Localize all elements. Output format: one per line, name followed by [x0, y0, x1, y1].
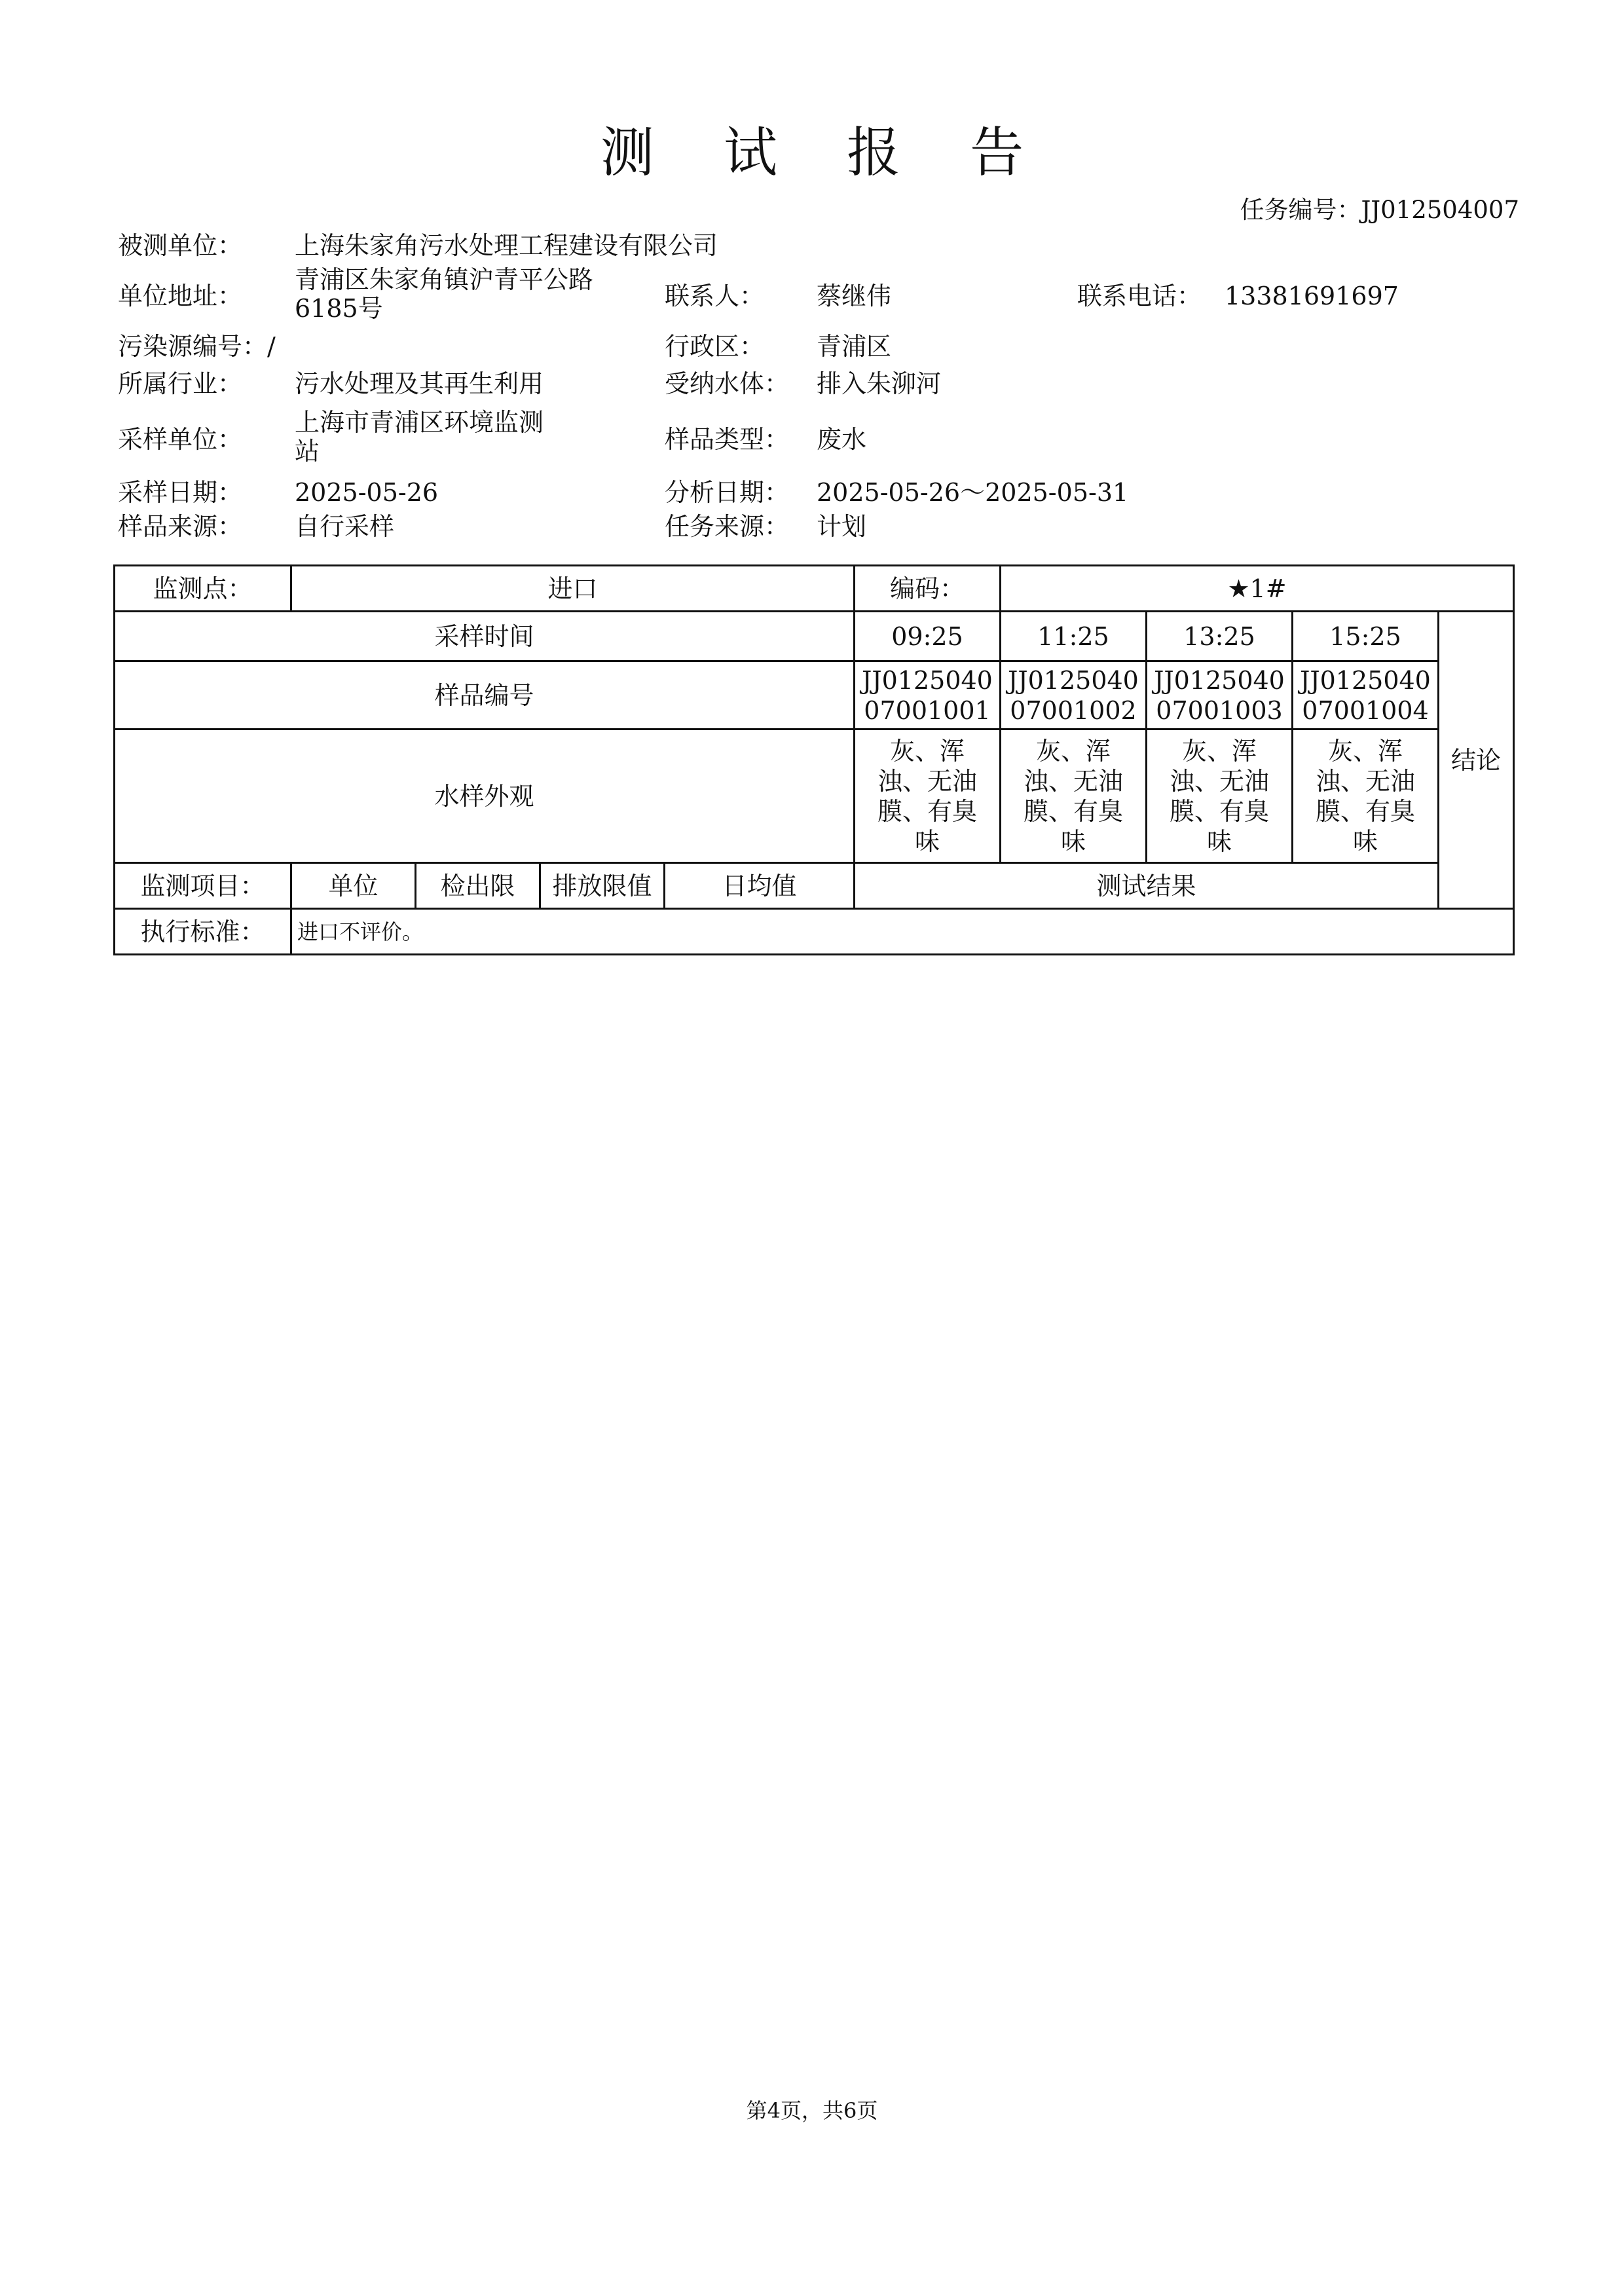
- results-table: [113, 564, 1513, 955]
- code: ★1#: [1001, 566, 1514, 612]
- appearance-row: [115, 730, 1514, 863]
- address-label: 单位地址：: [118, 282, 243, 310]
- sampling-date: 2025-05-26: [295, 478, 439, 507]
- tested-unit: 上海朱家角污水处理工程建设有限公司: [295, 231, 718, 260]
- receiving-water-label: 受纳水体：: [665, 369, 790, 398]
- sampling-date-label: 采样日期：: [118, 478, 243, 507]
- phone: 13381691697: [1225, 282, 1399, 310]
- appearance-label: 水样外观: [115, 730, 855, 863]
- report-title: 测 试 报 告: [600, 122, 1050, 184]
- contact-label: 联系人：: [665, 282, 765, 310]
- sampling-time: 13:25: [1147, 612, 1293, 661]
- sample-source-label: 样品来源：: [118, 512, 243, 541]
- analysis-date: 2025-05-26～2025-05-31: [817, 478, 1129, 507]
- sample-no: JJ0125040 07001003: [1147, 661, 1293, 730]
- task-source-label: 任务来源：: [665, 512, 790, 541]
- pollution-source-label: 污染源编号：/: [118, 332, 276, 361]
- appearance: 灰、浑 浊、无油 膜、有臭 味: [1147, 730, 1293, 863]
- page-number: 第4页，共6页: [746, 2098, 878, 2123]
- sampling-unit: 上海市青浦区环境监测 站: [295, 408, 544, 466]
- emission-limit-label: 排放限值: [540, 863, 665, 909]
- column-header-row: [115, 863, 1514, 909]
- district: 青浦区: [817, 332, 892, 361]
- sample-no-label: 样品编号: [115, 661, 855, 730]
- sample-type-label: 样品类型：: [665, 425, 790, 454]
- sample-no: JJ0125040 07001002: [1001, 661, 1147, 730]
- detection-limit-label: 检出限: [416, 863, 540, 909]
- analysis-date-label: 分析日期：: [665, 478, 790, 507]
- task-number: 任务编号：JJ012504007: [1240, 196, 1519, 224]
- monitor-point: 进口: [291, 566, 855, 612]
- unit-label: 单位: [291, 863, 416, 909]
- sampling-time-label: 采样时间: [115, 612, 855, 661]
- sample-no-row: [115, 661, 1514, 730]
- task-source: 计划: [817, 512, 867, 541]
- phone-label: 联系电话：: [1077, 282, 1202, 310]
- code-label: 编码：: [855, 566, 1001, 612]
- industry: 污水处理及其再生利用: [295, 369, 544, 398]
- standard: 进口不评价。: [291, 909, 1514, 955]
- result-label: 测试结果: [855, 863, 1439, 909]
- sample-no: JJ0125040 07001004: [1293, 661, 1439, 730]
- address: 青浦区朱家角镇沪青平公路 6185号: [295, 265, 594, 323]
- daily-avg-label: 日均值: [665, 863, 855, 909]
- sampling-time-row: [115, 612, 1514, 661]
- district-label: 行政区：: [665, 332, 765, 361]
- sampling-time: 11:25: [1001, 612, 1147, 661]
- monitor-point-label: 监测点：: [115, 566, 291, 612]
- standard-row: [115, 909, 1514, 955]
- standard-label: 执行标准：: [115, 909, 291, 955]
- receiving-water: 排入朱泖河: [817, 369, 942, 398]
- sample-type: 废水: [817, 425, 867, 454]
- sampling-unit-label: 采样单位：: [118, 425, 243, 454]
- sample-no: JJ0125040 07001001: [855, 661, 1001, 730]
- appearance: 灰、浑 浊、无油 膜、有臭 味: [1001, 730, 1147, 863]
- monitor-point-row: [115, 566, 1514, 612]
- sampling-time: 09:25: [855, 612, 1001, 661]
- appearance: 灰、浑 浊、无油 膜、有臭 味: [855, 730, 1001, 863]
- sample-source: 自行采样: [295, 512, 395, 541]
- appearance: 灰、浑 浊、无油 膜、有臭 味: [1293, 730, 1439, 863]
- tested-unit-label: 被测单位：: [118, 231, 243, 260]
- contact: 蔡继伟: [817, 282, 892, 310]
- industry-label: 所属行业：: [118, 369, 243, 398]
- conclusion-label: 结论: [1439, 612, 1514, 909]
- sampling-time: 15:25: [1293, 612, 1439, 661]
- item-label: 监测项目：: [115, 863, 291, 909]
